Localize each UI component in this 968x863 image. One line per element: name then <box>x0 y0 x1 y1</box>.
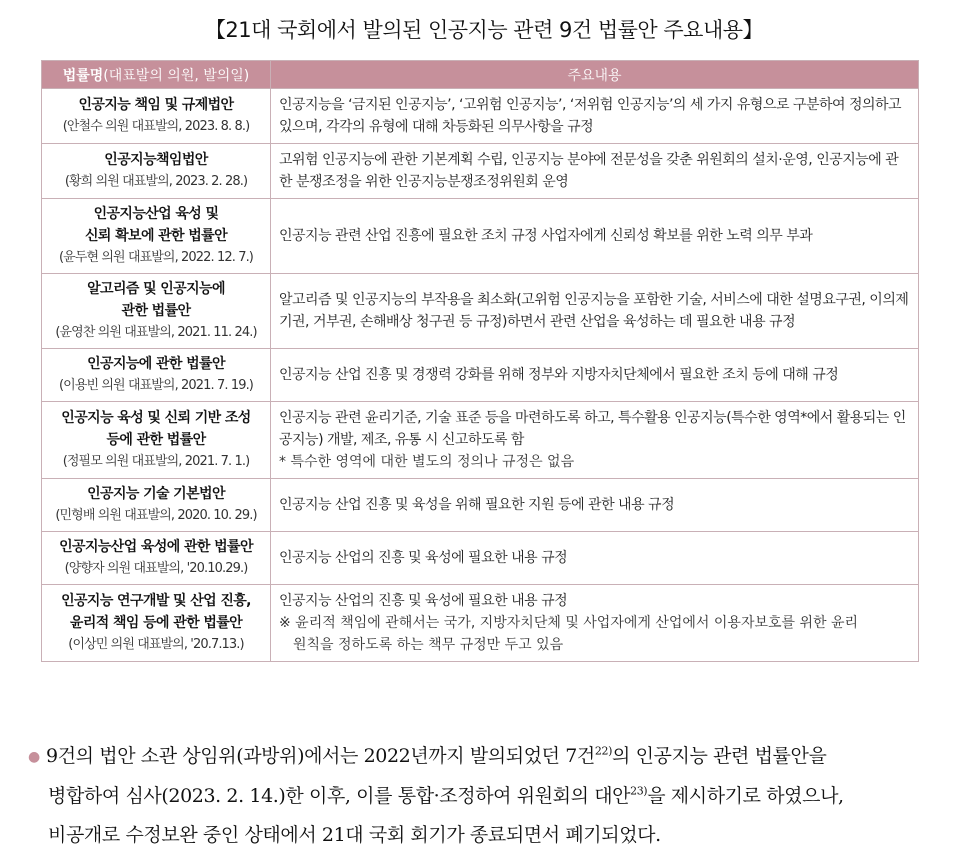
table-row <box>42 585 919 662</box>
bill-name-cell <box>42 532 271 585</box>
para-line2-a: 병합하여 심사(2023. 2. 14.)한 이후, 이를 통합·조정하여 위원회의 대안 <box>48 784 631 807</box>
bill-sponsor-date: (민형배 의원 대표발의, 2020. 10. 29.) <box>55 508 257 523</box>
bill-name: 인공지능 육성 및 신뢰 기반 조성 <box>61 410 251 426</box>
bill-content-text: 고위험 인공지능에 관한 기본계획 수립, 인공지능 분야에 전문성을 갖춘 위원회의 설치·운영, 인공지능에 관한 분쟁조정을 위한 인공지능분쟁조정위원회 운영 <box>279 152 899 190</box>
table-row <box>42 479 919 532</box>
bill-name: 신뢰 확보에 관한 법률안 <box>84 228 228 244</box>
bill-content-text: 인공지능을 ‘금지된 인공지능’, ‘고위험 인공지능’, ‘저위험 인공지능’의 세 가지 유형으로 구분하여 정의하고 있으며, 각각의 유형에 대해 차등화된 의무사항을 규정 <box>279 97 902 135</box>
bill-name: 알고리즘 및 인공지능에 <box>87 281 225 297</box>
bill-name-cell <box>42 89 271 144</box>
summary-paragraph <box>28 737 940 855</box>
bill-content-cell <box>271 89 919 144</box>
table-row <box>42 274 919 349</box>
bill-name: 인공지능 책임 및 규제법안 <box>78 97 234 113</box>
bill-note: 원칙을 정하도록 하는 책무 규정만 두고 있음 <box>293 637 564 653</box>
bill-content-cell <box>271 349 919 402</box>
bill-name: 인공지능산업 육성에 관한 법률안 <box>59 539 253 555</box>
bill-name-cell <box>42 585 271 662</box>
bill-name-cell <box>42 479 271 532</box>
bill-name: 인공지능산업 육성 및 <box>93 206 219 222</box>
header-bill-name-rest: (대표발의 의원, 발의일) <box>103 67 250 84</box>
para-line2-b: 을 제시하기로 하였으나, <box>647 784 844 807</box>
bill-name-cell <box>42 402 271 479</box>
bullet-icon: ● <box>28 748 40 765</box>
table-row <box>42 199 919 274</box>
bill-content-text: 인공지능 관련 윤리기준, 기술 표준 등을 마련하도록 하고, 특수활용 인공지능(특수한 영역*에서 활용되는 인공지능) 개발, 제조, 유통 시 신고하도록 함 <box>279 410 906 448</box>
footnote-23[interactable]: 23) <box>630 784 648 798</box>
bill-name-cell <box>42 274 271 349</box>
para-line1-a: 9건의 법안 소관 상임위(과방위)에서는 2022년까지 발의되었던 7건 <box>46 745 595 767</box>
bill-note: ※ 윤리적 책임에 관해서는 국가, 지방자치단체 및 사업자에게 산업에서 이용자보호를 위한 윤리 <box>279 615 859 631</box>
bill-content-text: 인공지능 관련 산업 진흥에 필요한 조치 규정 사업자에게 신뢰성 확보를 위한 노력 의무 부과 <box>279 228 813 244</box>
table-row <box>42 89 919 144</box>
bill-sponsor-date: (안철수 의원 대표발의, 2023. 8. 8.) <box>62 119 250 134</box>
bill-sponsor-date: (황희 의원 대표발의, 2023. 2. 28.) <box>64 174 248 189</box>
bill-content-text: 인공지능 산업 진흥 및 경쟁력 강화를 위해 정부와 지방자치단체에서 필요한 조치 등에 대해 규정 <box>279 367 839 383</box>
bill-content-cell <box>271 144 919 199</box>
bill-sponsor-date: (윤두현 의원 대표발의, 2022. 12. 7.) <box>59 250 253 265</box>
table-title: 【21대 국회에서 발의된 인공지능 관련 9건 법률안 주요내용】 <box>204 18 764 42</box>
footnote-22[interactable]: 22) <box>594 744 612 758</box>
table-row <box>42 349 919 402</box>
para-line3: 비공개로 수정보완 중인 상태에서 21대 국회 회기가 종료되면서 폐기되었다. <box>48 823 661 846</box>
bill-name: 등에 관한 법률안 <box>106 432 206 448</box>
bill-sponsor-date: (이용빈 의원 대표발의, 2021. 7. 19.) <box>59 378 253 393</box>
bill-sponsor-date: (정필모 의원 대표발의, 2021. 7. 1.) <box>62 454 250 469</box>
bill-content-text: 인공지능 산업 진흥 및 육성을 위해 필요한 지원 등에 관한 내용 규정 <box>279 497 675 513</box>
bill-name: 인공지능 연구개발 및 산업 진흥, <box>61 593 251 609</box>
table-header-row <box>42 61 919 89</box>
bill-content-cell <box>271 479 919 532</box>
bill-name: 인공지능 기술 기본법안 <box>87 486 225 502</box>
table-row <box>42 532 919 585</box>
bill-name-cell <box>42 349 271 402</box>
bill-name-cell <box>42 144 271 199</box>
bill-sponsor-date: (양향자 의원 대표발의, '20.10.29.) <box>64 561 248 576</box>
header-bill-name <box>42 61 271 89</box>
bills-table <box>41 60 919 662</box>
bill-name-cell <box>42 199 271 274</box>
bill-content-cell <box>271 274 919 349</box>
bill-content-cell <box>271 199 919 274</box>
para-line1-b: 의 인공지능 관련 법률안을 <box>611 745 827 767</box>
bill-content-text: 알고리즘 및 인공지능의 부작용을 최소화(고위험 인공지능을 포함한 기술, 서비스에 대한 설명요구권, 이의제기권, 거부권, 손해배상 청구권 등 규정)하면서 관련 산업을 육성하는 데 필요한 내용 규정 <box>279 292 909 330</box>
bill-content-cell <box>271 585 919 662</box>
bill-content-text: 인공지능 산업의 진흥 및 육성에 필요한 내용 규정 <box>279 593 568 609</box>
bill-content-cell <box>271 402 919 479</box>
bill-name: 관한 법률안 <box>121 303 191 319</box>
bill-content-cell <box>271 532 919 585</box>
bill-note: * 특수한 영역에 대한 별도의 정의나 규정은 없음 <box>279 454 575 470</box>
header-main-content: 주요내용 <box>271 61 919 89</box>
bill-content-text: 인공지능 산업의 진흥 및 육성에 필요한 내용 규정 <box>279 550 568 566</box>
header-bill-name-bold: 법률명 <box>62 67 104 84</box>
bill-name: 윤리적 책임 등에 관한 법률안 <box>69 615 243 631</box>
table-row <box>42 144 919 199</box>
table-row <box>42 402 919 479</box>
bill-name: 인공지능책임법안 <box>104 152 208 168</box>
bill-sponsor-date: (윤영찬 의원 대표발의, 2021. 11. 24.) <box>55 325 257 340</box>
bill-name: 인공지능에 관한 법률안 <box>87 356 225 372</box>
bill-sponsor-date: (이상민 의원 대표발의, '20.7.13.) <box>68 637 244 652</box>
